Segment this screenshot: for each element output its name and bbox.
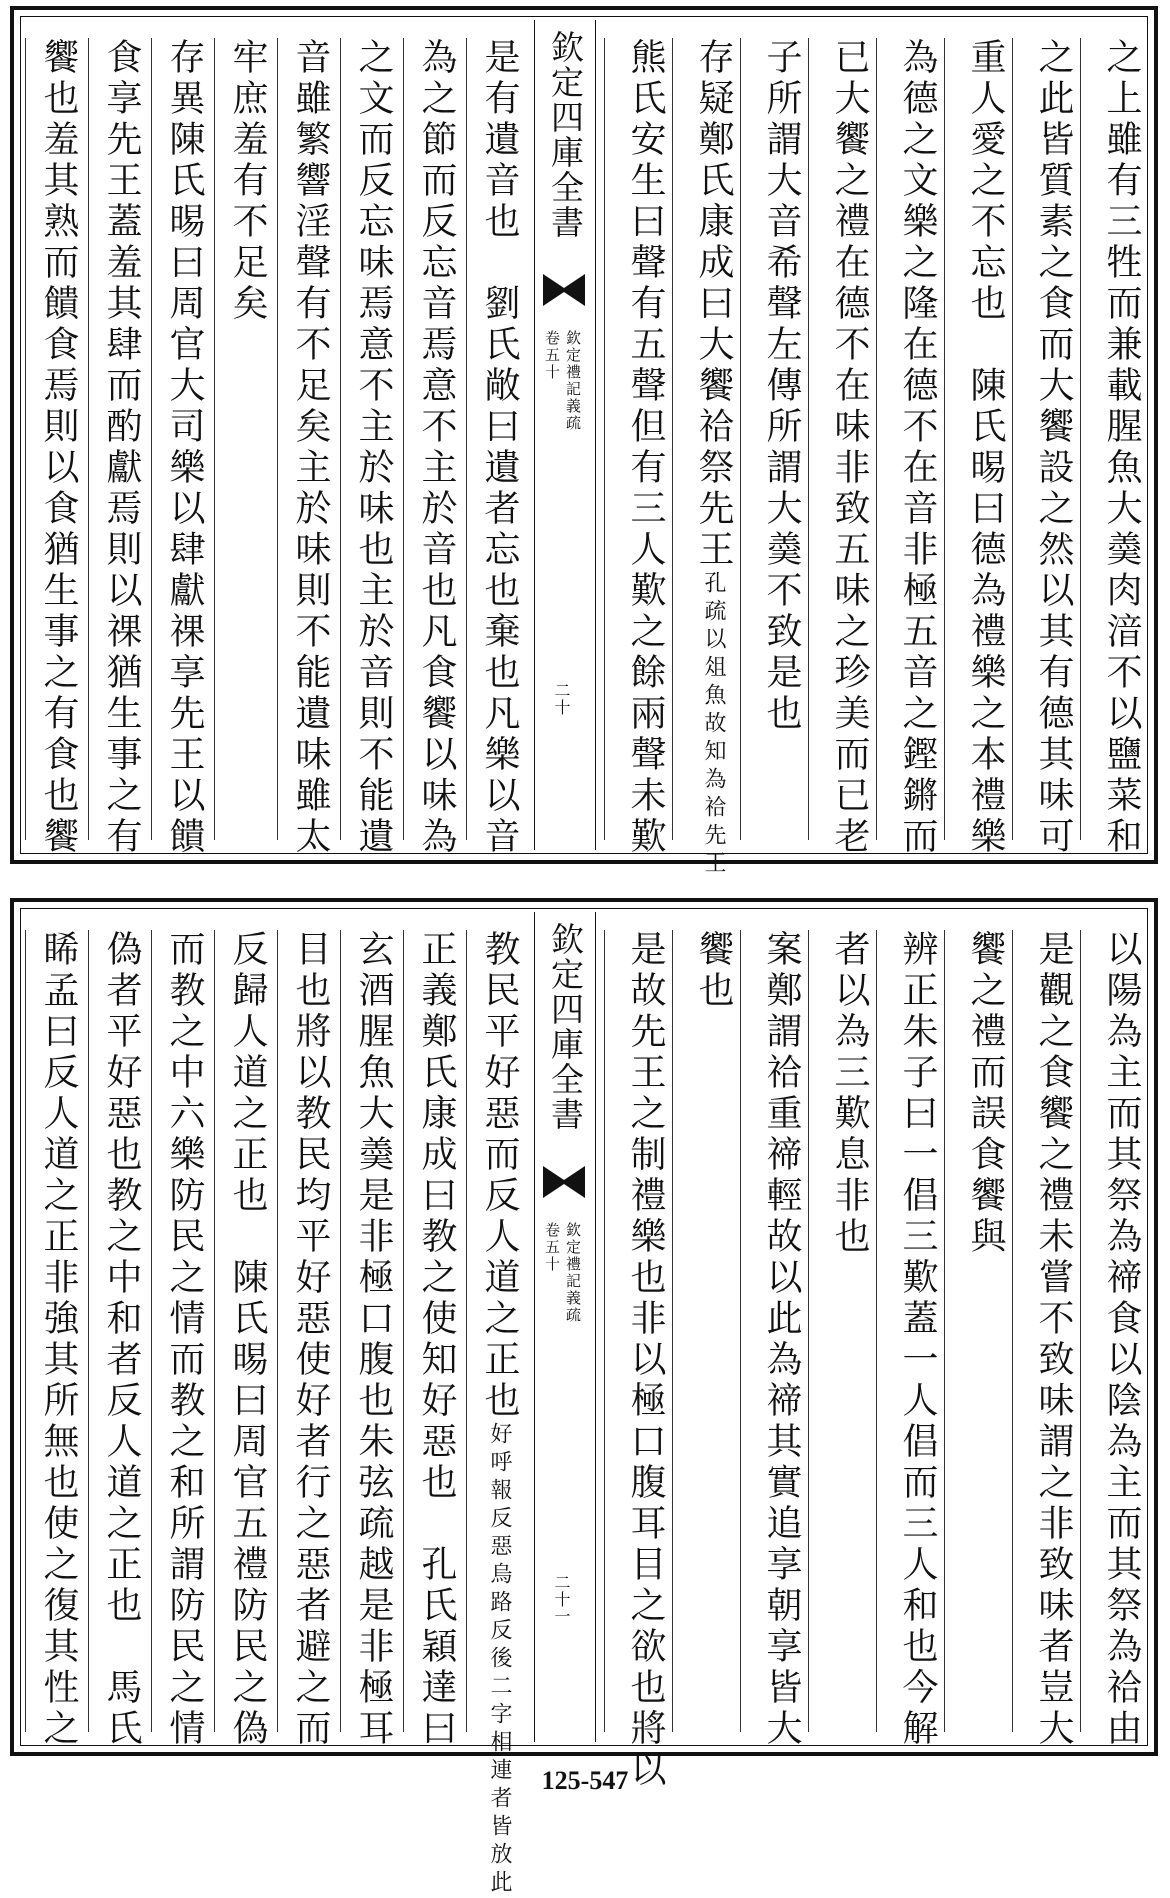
column-text: 牢庶羞有不足矣 xyxy=(227,38,268,325)
folio-top xyxy=(10,6,1158,879)
subtitle-line: 卷五十 xyxy=(543,1222,561,1273)
text-column xyxy=(151,38,213,858)
column-text: 饗也 xyxy=(693,930,734,1012)
column-text: 是故先王之制禮樂也非以極口腹耳目之欲也將以 xyxy=(625,930,666,1791)
subtitle-line: 欽定禮記義疏 xyxy=(564,330,582,432)
text-column xyxy=(25,930,87,1750)
column-text: 玄酒腥魚大羮是非極口腹也朱弦疏越是非極耳 xyxy=(353,930,394,1750)
annotation-note xyxy=(486,1422,512,1898)
text-column xyxy=(340,38,402,858)
column-text: 教民平好惡而反人道之正也 xyxy=(479,930,520,1422)
column-text: 之文而反忘味焉意不主於味也主於音則不能遺 xyxy=(353,38,394,858)
column-text: 辨正朱子曰一倡三歎蓋一人倡而三人和也今解 xyxy=(897,930,938,1750)
column-text: 熊氏安生曰聲有五聲但有三人歎之餘兩聲未歎 xyxy=(625,38,666,858)
column-text: 以陽為主而其祭為禘食以陰為主而其祭為祫由 xyxy=(1101,930,1142,1750)
text-column xyxy=(1080,930,1150,1750)
column-text: 偽者平好惡也教之中和者反人道之正也 馬氏 xyxy=(101,930,142,1750)
column-text: 饗之禮而誤食饗與 xyxy=(965,930,1006,1258)
text-column xyxy=(403,930,465,1750)
text-column xyxy=(151,930,213,1750)
text-column xyxy=(876,930,946,1750)
book-title: 欽定四庫全書 xyxy=(546,30,585,240)
column-text: 音雖繁響淫聲有不足矣主於味則不能遺味雖太 xyxy=(290,38,331,858)
column-text: 子所謂大音希聲左傳所謂大羮不致是也 xyxy=(761,38,802,735)
annotation-line: 二字相連者皆放此 xyxy=(487,1674,512,1898)
annotation-note xyxy=(700,571,726,879)
folio-number: 二十 xyxy=(552,682,571,716)
column-text: 已大饗之禮在德不在味非致五味之珍美而已老 xyxy=(829,38,870,858)
volume-subtitle xyxy=(541,1222,583,1324)
text-column xyxy=(1080,38,1150,858)
fish-tail-icon xyxy=(541,272,587,308)
column-text: 是有遺音也 劉氏敞曰遺者忘也棄也凡樂以音 xyxy=(479,38,520,858)
column-text: 存疑鄭氏康成曰大饗祫祭先王 xyxy=(693,38,734,571)
column-text: 目也將以教民均平好惡使好者行之惡者避之而 xyxy=(290,930,331,1750)
text-column xyxy=(88,930,150,1750)
column-text: 是觀之食饗之禮未嘗不致味謂之非致味者豈大 xyxy=(1033,930,1074,1750)
text-column xyxy=(403,38,465,858)
column-text: 為之節而反忘音焉意不主於音也凡食饗以味為 xyxy=(416,38,457,858)
text-column xyxy=(340,930,402,1750)
column-text: 反歸人道之正也 陳氏晹曰周官五禮防民之偽 xyxy=(227,930,268,1750)
text-column xyxy=(604,38,674,858)
text-column xyxy=(1012,930,1082,1750)
annotation-line: 好呼報反惡烏路反後 xyxy=(487,1422,512,1674)
text-column xyxy=(740,38,810,840)
text-column xyxy=(604,930,674,1791)
text-column xyxy=(944,930,1014,1732)
column-text: 饗也羞其熟而饋食焉則以食猶生事之有食也饗 xyxy=(38,38,79,858)
center-strip xyxy=(534,912,596,1742)
annotation-line: 孔疏以俎魚故 xyxy=(701,571,726,739)
center-strip xyxy=(534,20,596,850)
text-column xyxy=(466,930,528,1898)
volume-subtitle xyxy=(541,330,583,432)
text-column xyxy=(214,930,276,1750)
text-column xyxy=(277,930,339,1750)
folio-number: 二十一 xyxy=(552,1574,571,1625)
column-text: 之此皆質素之食而大饗設之然以其有德其味可 xyxy=(1033,38,1074,858)
text-column xyxy=(808,930,878,1732)
column-text: 者以為三歎息非也 xyxy=(829,930,870,1258)
text-column xyxy=(672,930,742,1732)
text-column xyxy=(672,38,742,879)
text-column xyxy=(214,38,276,840)
column-text: 案鄭謂祫重禘輕故以此為禘其實追享朝享皆大 xyxy=(761,930,802,1750)
column-text: 存異陳氏晹曰周官大司樂以肆獻祼享先王以饋 xyxy=(164,38,205,858)
text-column xyxy=(944,38,1014,858)
text-column xyxy=(88,38,150,858)
text-column xyxy=(1012,38,1082,858)
text-column xyxy=(876,38,946,858)
text-column xyxy=(277,38,339,858)
book-title: 欽定四庫全書 xyxy=(546,922,585,1132)
column-text: 之上雖有三牲而兼載腥魚大羮肉湆不以鹽菜和 xyxy=(1101,38,1142,858)
subtitle-line: 卷五十 xyxy=(543,330,561,381)
text-column xyxy=(466,38,528,858)
subtitle-line: 欽定禮記義疏 xyxy=(564,1222,582,1324)
text-column xyxy=(25,38,87,858)
column-text: 食享先王蓋羞其肆而酌獻焉則以祼猶生事之有 xyxy=(101,38,142,858)
column-text: 重人愛之不忘也 陳氏晹曰德為禮樂之本禮樂 xyxy=(965,38,1006,858)
column-text: 正義鄭氏康成曰教之使知好惡也 孔氏穎達曰 xyxy=(416,930,457,1750)
text-column xyxy=(808,38,878,858)
fish-tail-icon xyxy=(541,1164,587,1200)
column-text: 為德之文樂之隆在德不在音非極五音之鏗鏘而 xyxy=(897,38,938,858)
page-number: 125-547 xyxy=(541,1766,629,1795)
text-column xyxy=(740,930,810,1750)
column-text: 而教之中六樂防民之情而教之和所謂防民之情 xyxy=(164,930,205,1750)
annotation-line: 知為祫先王 xyxy=(701,739,726,879)
column-text: 睎孟曰反人道之正非強其所無也使之復其性之 xyxy=(38,930,79,1750)
